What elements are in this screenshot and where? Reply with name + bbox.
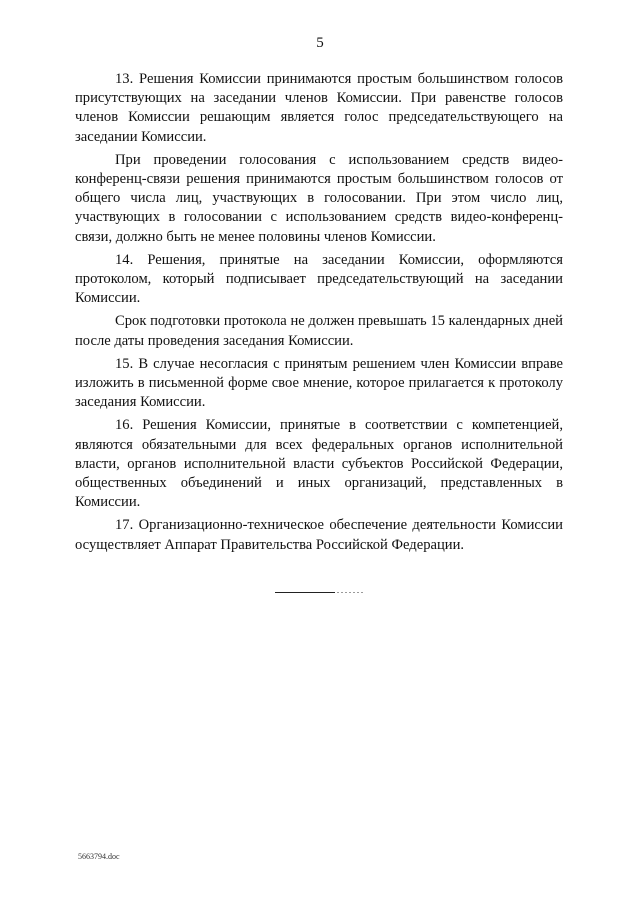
end-rule-line [275,592,335,593]
end-of-text-rule [275,589,367,595]
paragraph-16: 16. Решения Комиссии, принятые в соответствии с компетенцией, являются обязательными для всех федеральных органов исполнительной власти, органов исполнительной власти субъектов Российской Федерации, общественных объединений и иных организаций, представленных в Комиссии. [75,417,563,511]
end-rule-faint-mark [337,592,365,593]
page-number: 5 [316,35,324,51]
paragraph-14: 14. Решения, принятые на заседании Комиссии, оформляются протоколом, который подписывает председательствующий на заседании Комиссии. [75,251,563,307]
paragraph-13: 13. Решения Комиссии принимаются простым большинством голосов присутствующих на заседании членов Комиссии. При равенстве голосов членов Комиссии решающим является голос председательствующего на заседании Комиссии. [75,71,563,145]
paragraph-14-protocol-deadline: Срок подготовки протокола не должен превышать 15 календарных дней после даты проведения заседания Комиссии. [75,313,563,349]
paragraph-17: 17. Организационно-техническое обеспечение деятельности Комиссии осуществляет Аппарат Правительства Российской Федерации. [75,517,563,553]
paragraph-13-videoconference: При проведении голосования с использованием средств видео-конференц-связи решения принимаются простым большинством голосов от общего числа лиц, участвующих в голосовании. При этом число лиц, участвующих в голосовании с использованием средств видео-конференц-связи, должно быть не менее половины членов Комиссии. [75,151,563,245]
paragraph-15: 15. В случае несогласия с принятым решением член Комиссии вправе изложить в письменной форме свое мнение, которое прилагается к протоколу заседания Комиссии. [75,355,563,411]
document-file-reference: 5663794.doc [78,852,120,861]
document-body [75,70,563,559]
